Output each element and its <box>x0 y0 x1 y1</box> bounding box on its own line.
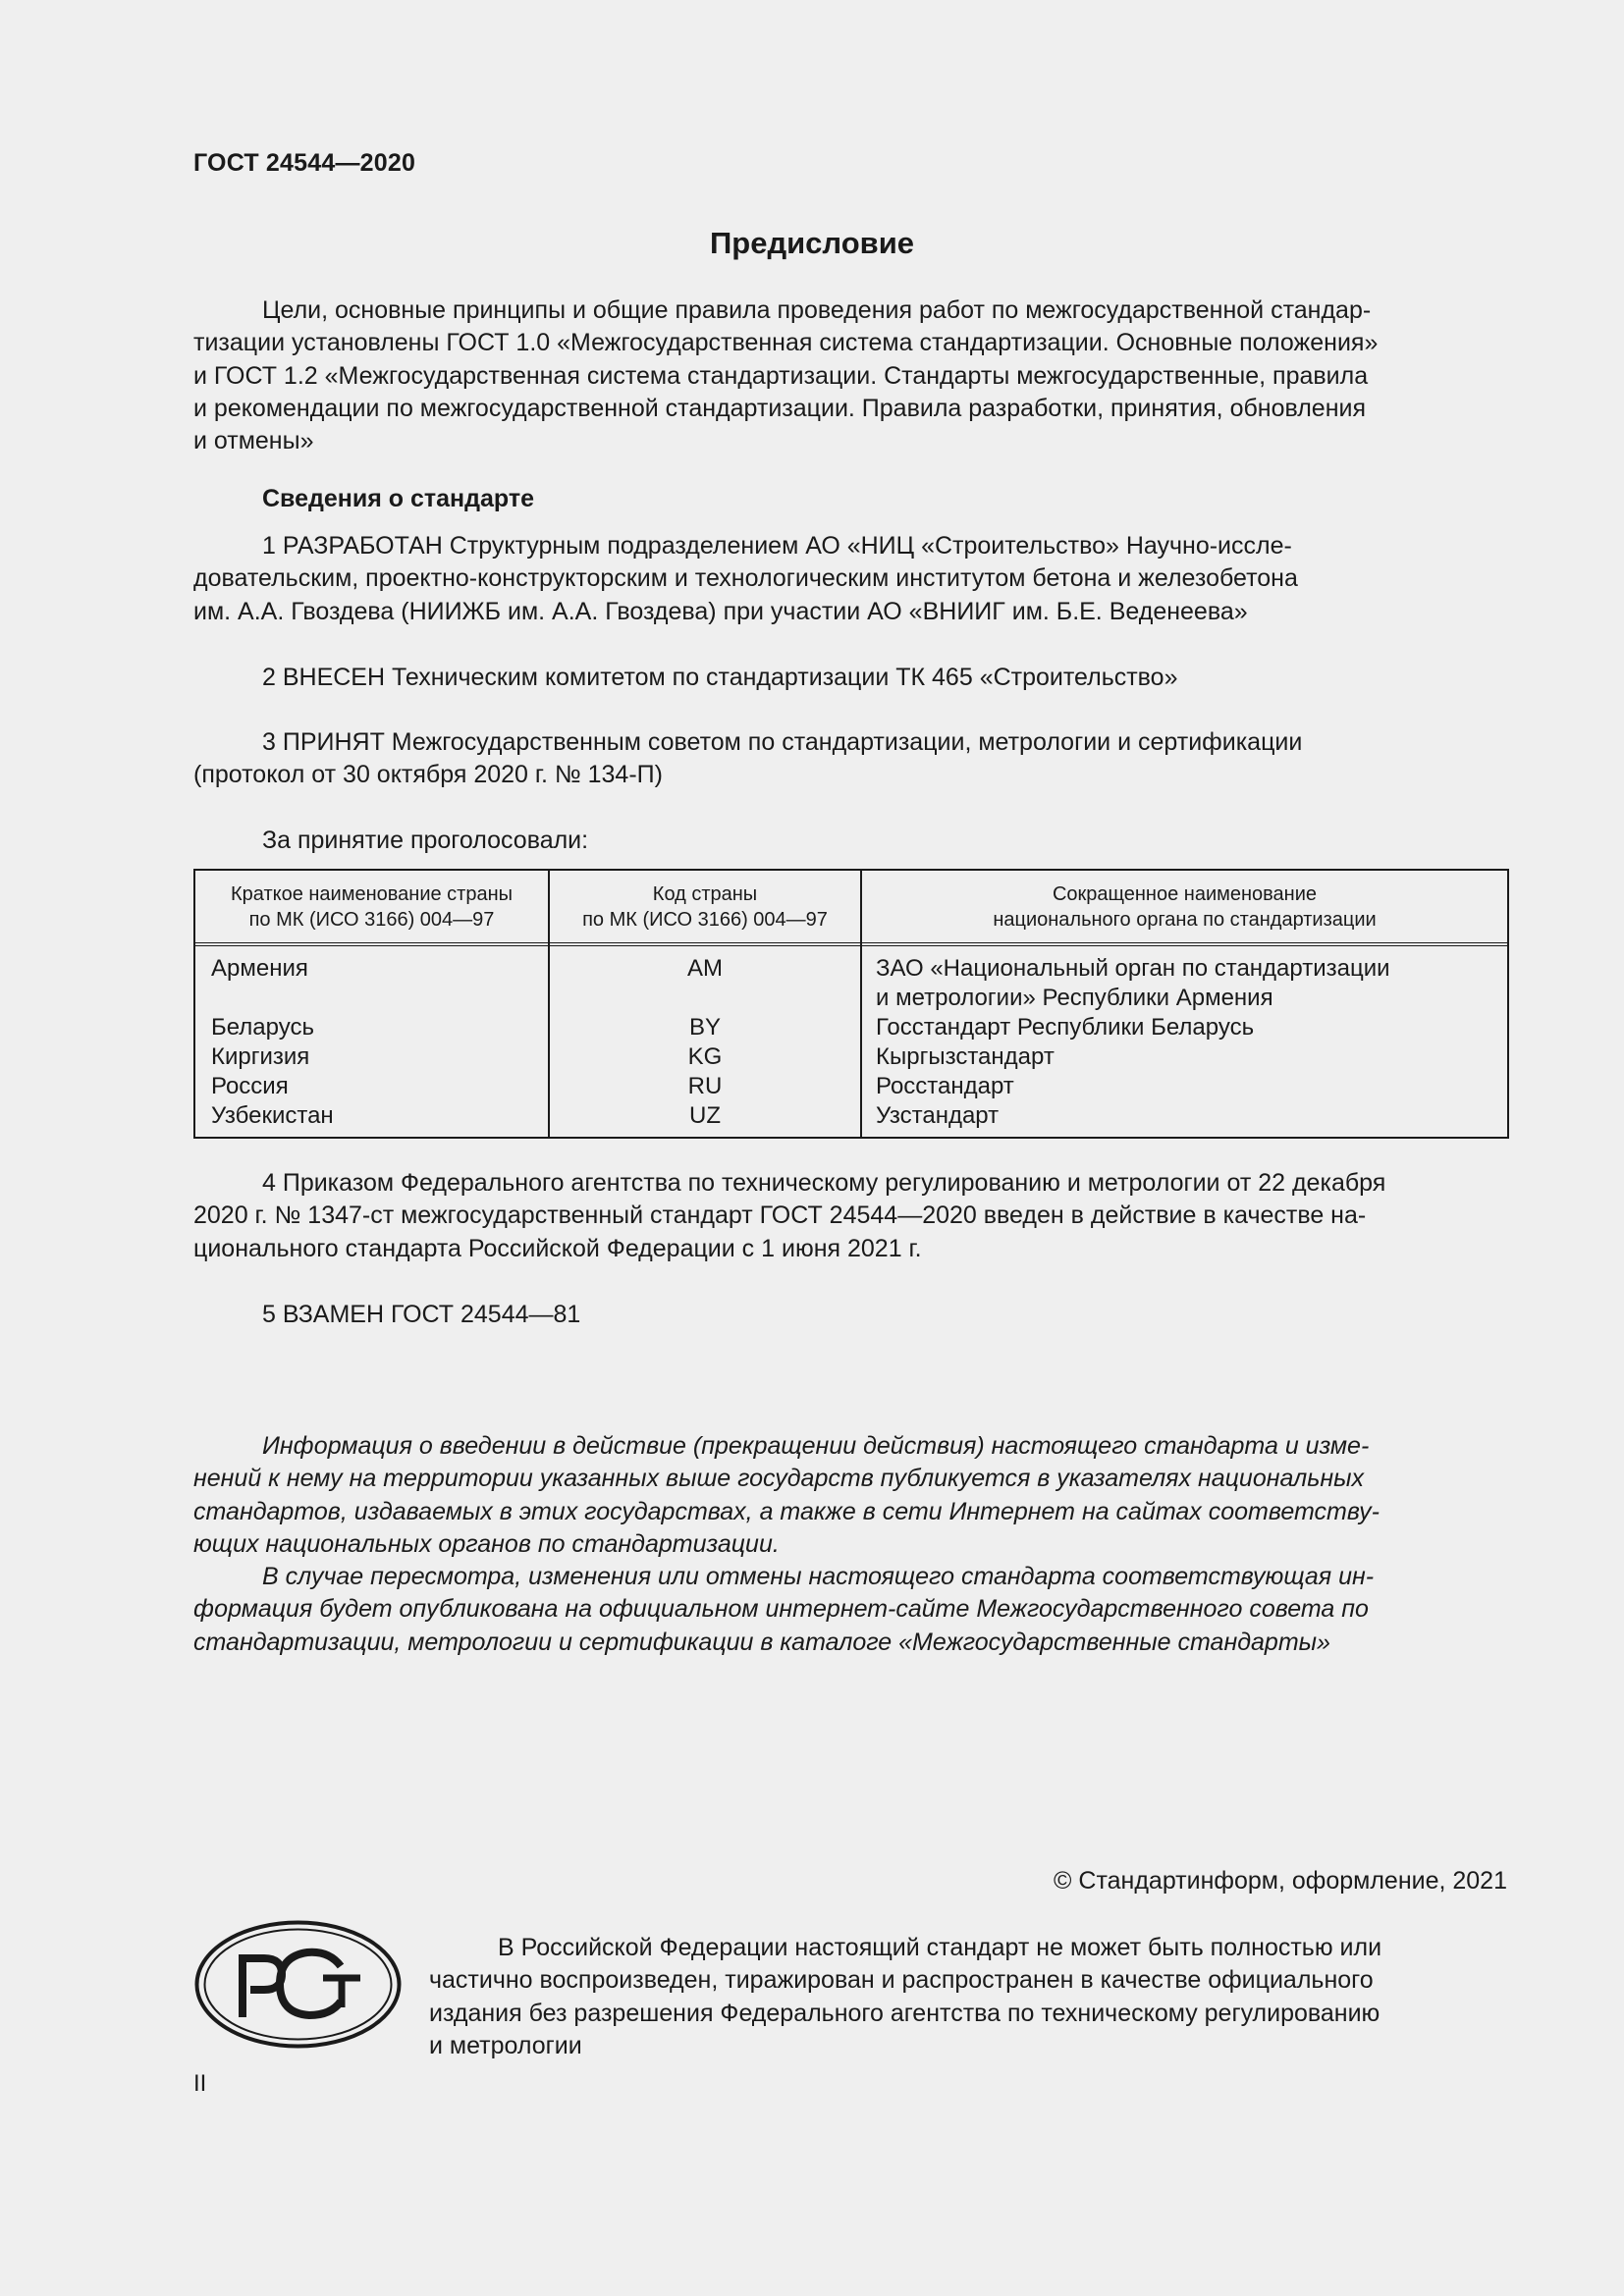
copyright-notice: © Стандартинформ, оформление, 2021 <box>1054 1867 1507 1895</box>
voted-label: За принятие проголосовали: <box>262 827 589 854</box>
item-introduced: 2 ВНЕСЕН Техническим комитетом по стандартизации ТК 465 «Строительство» <box>262 664 1178 691</box>
text-line: ющих национальных органов по стандартизации. <box>193 1529 780 1558</box>
header-divider <box>195 942 1507 946</box>
text-line: В случае пересмотра, изменения или отмены настоящего стандарта соответствующая ин- <box>262 1563 1375 1590</box>
header-national-body: Сокращенное наименование национального органа по стандартизации <box>993 883 1377 931</box>
text-line: (протокол от 30 октября 2020 г. № 134-П) <box>193 761 663 789</box>
item-order <box>193 1167 1507 1265</box>
text-line: и ГОСТ 1.2 «Межгосударственная система стандартизации. Стандарты межгосударственные, правила <box>193 361 1369 390</box>
item-replaces: 5 ВЗАМЕН ГОСТ 24544—81 <box>262 1301 581 1328</box>
table-cell: RU <box>687 1073 723 1099</box>
text-line: частично воспроизведен, тиражирован и распространен в качестве официального <box>429 1966 1374 1995</box>
text-line: и отмены» <box>193 427 314 455</box>
notice-revision <box>193 1561 1507 1659</box>
table-cell: Киргизия <box>211 1043 310 1070</box>
text-line: издания без разрешения Федерального агентства по техническому регулированию <box>429 1999 1380 2027</box>
code-column <box>550 954 860 1131</box>
notice-information <box>193 1430 1507 1561</box>
text-line: 1 РАЗРАБОТАН Структурным подразделением АО «НИЦ «Строительство» Научно-иссле- <box>262 532 1292 560</box>
table-cell: Госстандарт Республики Беларусь <box>876 1014 1255 1041</box>
text-line: В Российской Федерации настоящий стандарт не может быть полностью или <box>498 1934 1382 1961</box>
table-cell: и метрологии» Республики Армения <box>876 985 1273 1011</box>
table-cell: Кыргызстандарт <box>876 1043 1055 1070</box>
table-cell: UZ <box>689 1102 721 1129</box>
item-adopted <box>193 726 1507 792</box>
table-cell: BY <box>688 1014 721 1041</box>
item-developed <box>193 530 1507 628</box>
header-country: Краткое наименование страны по МК (ИСО 3166) 004—97 <box>230 883 514 931</box>
text-line: Цели, основные принципы и общие правила проведения работ по межгосударственной стандар- <box>262 296 1372 324</box>
text-line: 3 ПРИНЯТ Межгосударственным советом по стандартизации, метрологии и сертификации <box>262 728 1303 756</box>
text-line: им. А.А. Гвоздева (НИИЖБ им. А.А. Гвоздева) при участии АО «ВНИИГ им. Б.Е. Веденеева» <box>193 597 1248 625</box>
table-cell: Узбекистан <box>211 1102 334 1129</box>
table-cell: KG <box>687 1043 723 1070</box>
document-code: ГОСТ 24544—2020 <box>193 149 416 177</box>
table-cell: ЗАО «Национальный орган по стандартизации <box>876 955 1390 982</box>
rst-certification-mark-icon <box>193 1919 403 2050</box>
table-cell <box>211 984 535 1013</box>
page-title: Предисловие <box>709 226 914 260</box>
table-cell: Армения <box>211 955 308 982</box>
table-cell: Беларусь <box>211 1014 314 1041</box>
table-cell <box>550 984 860 1013</box>
reproduction-notice <box>429 1932 1506 2062</box>
table-cell: Узстандарт <box>876 1102 1000 1129</box>
table-cell: Россия <box>211 1073 289 1099</box>
text-line: 2020 г. № 1347-ст межгосударственный стандарт ГОСТ 24544—2020 введен в действие в качестве на- <box>193 1201 1367 1230</box>
table-cell: AM <box>687 955 723 982</box>
voting-table <box>193 869 1509 1139</box>
text-line: стандартизации, метрологии и сертификации в каталоге «Межгосударственные стандарты» <box>193 1628 1330 1656</box>
text-line: и рекомендации по межгосударственной стандартизации. Правила разработки, принятия, обновления <box>193 394 1367 422</box>
national-body-column <box>876 954 1494 1131</box>
text-line: формация будет опубликована на официальном интернет-сайте Межгосударственного совета по <box>193 1595 1369 1624</box>
intro-paragraph <box>193 294 1507 457</box>
text-line: тизации установлены ГОСТ 1.0 «Межгосударственная система стандартизации. Основные положения» <box>193 329 1379 357</box>
text-line: и метрологии <box>429 2031 582 2059</box>
section-heading: Сведения о стандарте <box>262 485 535 512</box>
text-line: довательским, проектно-конструкторским и технологическим институтом бетона и железобетона <box>193 564 1298 593</box>
header-code: Код страны по МК (ИСО 3166) 004—97 <box>582 883 828 931</box>
page-number: II <box>193 2070 207 2097</box>
text-line: ционального стандарта Российской Федерации с 1 июня 2021 г. <box>193 1234 922 1262</box>
text-line: стандартов, издаваемых в этих государствах, а также в сети Интернет на сайтах соответству- <box>193 1497 1380 1525</box>
country-column <box>211 954 535 1131</box>
text-line: 4 Приказом Федерального агентства по техническому регулированию и метрологии от 22 декабря <box>262 1169 1386 1197</box>
table-cell: Росстандарт <box>876 1073 1014 1099</box>
text-line: Информация о введении в действие (прекращении действия) настоящего стандарта и изме- <box>262 1432 1370 1460</box>
text-line: нений к нему на территории указанных выше государств публикуется в указателях национальных <box>193 1465 1365 1493</box>
